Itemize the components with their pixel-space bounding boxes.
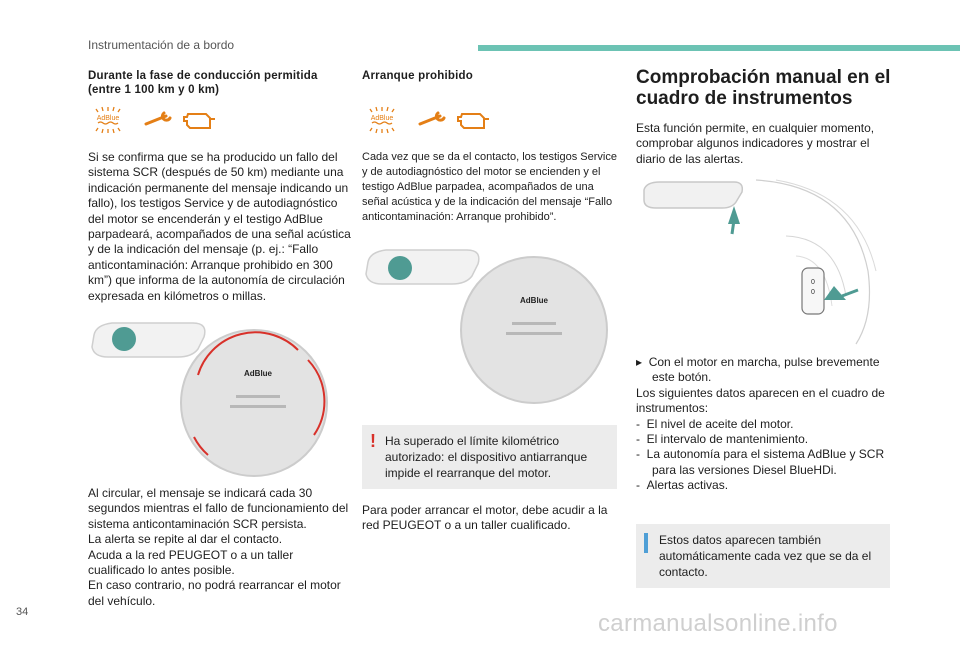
wrench-icon	[146, 113, 170, 124]
watermark: carmanualsonline.info	[598, 610, 838, 637]
section-title: Instrumentación de a bordo	[88, 38, 235, 52]
arrow-bullet-icon: ▸	[636, 355, 649, 369]
arrow-pointer-icon	[824, 286, 846, 300]
body-paragraph: En caso contrario, no podrá rearrancar el motor del vehículo.	[88, 578, 341, 608]
column-left	[88, 69, 352, 97]
adblue-icon	[370, 107, 394, 133]
list-item: - Alertas activas.	[636, 478, 729, 493]
warning-lamps	[362, 104, 497, 136]
warning-icon: !	[370, 431, 376, 451]
warning-box	[362, 425, 617, 489]
body-paragraph: Esta función permite, en cualquier momento, comprobar algunos indicadores y mostrar el diario de las alertas.	[636, 121, 875, 166]
body-paragraph: Al circular, el mensaje se indicará cada 30 segundos mientras el fallo de funcionamiento del sistema anticontaminación SCR persista.	[88, 486, 349, 531]
list-item: - El intervalo de mantenimiento.	[636, 432, 809, 447]
page-number: 34	[16, 606, 29, 618]
svg-text:AdBlue: AdBlue	[96, 115, 120, 122]
adblue-icon	[96, 107, 120, 133]
body-paragraph: La alerta se repite al dar el contacto.	[88, 532, 283, 547]
svg-text:0: 0	[811, 289, 815, 296]
page-title: Comprobación manual en el cuadro de instrumentos	[636, 67, 891, 109]
cluster-adblue-logo: AdBlue	[520, 296, 548, 305]
svg-text:AdBlue: AdBlue	[370, 115, 394, 122]
section-heading: Durante la fase de conducción permitida (entre 1 100 km y 0 km)	[88, 70, 318, 96]
section-heading: Arranque prohibido	[362, 70, 473, 82]
body-paragraph: Los siguientes datos aparecen en el cuadro de instrumentos:	[636, 385, 885, 416]
body-paragraph: Para poder arrancar el motor, debe acudir a la red PEUGEOT o a un taller cualificado.	[362, 503, 608, 533]
warning-text: Ha superado el límite kilométrico autorizado: el dispositivo antiarranque impide el rearranque del motor.	[385, 434, 588, 480]
engine-icon	[458, 114, 489, 128]
info-icon	[644, 533, 648, 553]
list-item: - El nivel de aceite del motor.	[636, 416, 794, 431]
body-paragraph: Si se confirma que se ha producido un fallo del sistema SCR (después de 50 km) mediante una indicación permanente del mensaje indicando un fallo), los testigos Service y de autodiagnóstico del motor se encenderán y el testigo AdBlue parpadeará, acompañados de una señal acústica y de la indicación del mensaje (p. ej.: “Fallo anticontaminación: Arranque prohibido en 300 km”) que informa de la autonomía de circulación expresada en kilómetros o millas.	[88, 150, 351, 303]
header-accent-bar	[478, 45, 960, 51]
wrench-icon	[420, 113, 444, 124]
instrument-cluster-illustration	[88, 315, 343, 480]
info-text: Estos datos aparecen también automáticamente cada vez que se da el contacto.	[659, 533, 872, 579]
instrument-cluster-illustration	[362, 242, 617, 407]
step-item: ▸ Con el motor en marcha, pulse brevemente este botón.	[636, 355, 880, 385]
body-paragraph: Acuda a la red PEUGEOT o a un taller cualificado lo antes posible.	[88, 547, 294, 578]
svg-text:0: 0	[811, 279, 815, 286]
engine-icon	[184, 114, 215, 128]
body-paragraph: Cada vez que se da el contacto, los testigos Service y de autodiagnóstico del motor se encienden y el testigo AdBlue parpadea, acompañados de una señal acústica y de la indicación del mensaje “Fallo anticontaminación: Arranque prohibido”.	[362, 151, 617, 223]
list-item: - La autonomía para el sistema AdBlue y SCR para las versiones Diesel BlueHDi.	[636, 447, 885, 477]
dashboard-button-illustration	[636, 176, 892, 346]
cluster-adblue-logo: AdBlue	[244, 369, 272, 378]
warning-lamps	[88, 104, 223, 136]
info-box	[636, 524, 890, 588]
